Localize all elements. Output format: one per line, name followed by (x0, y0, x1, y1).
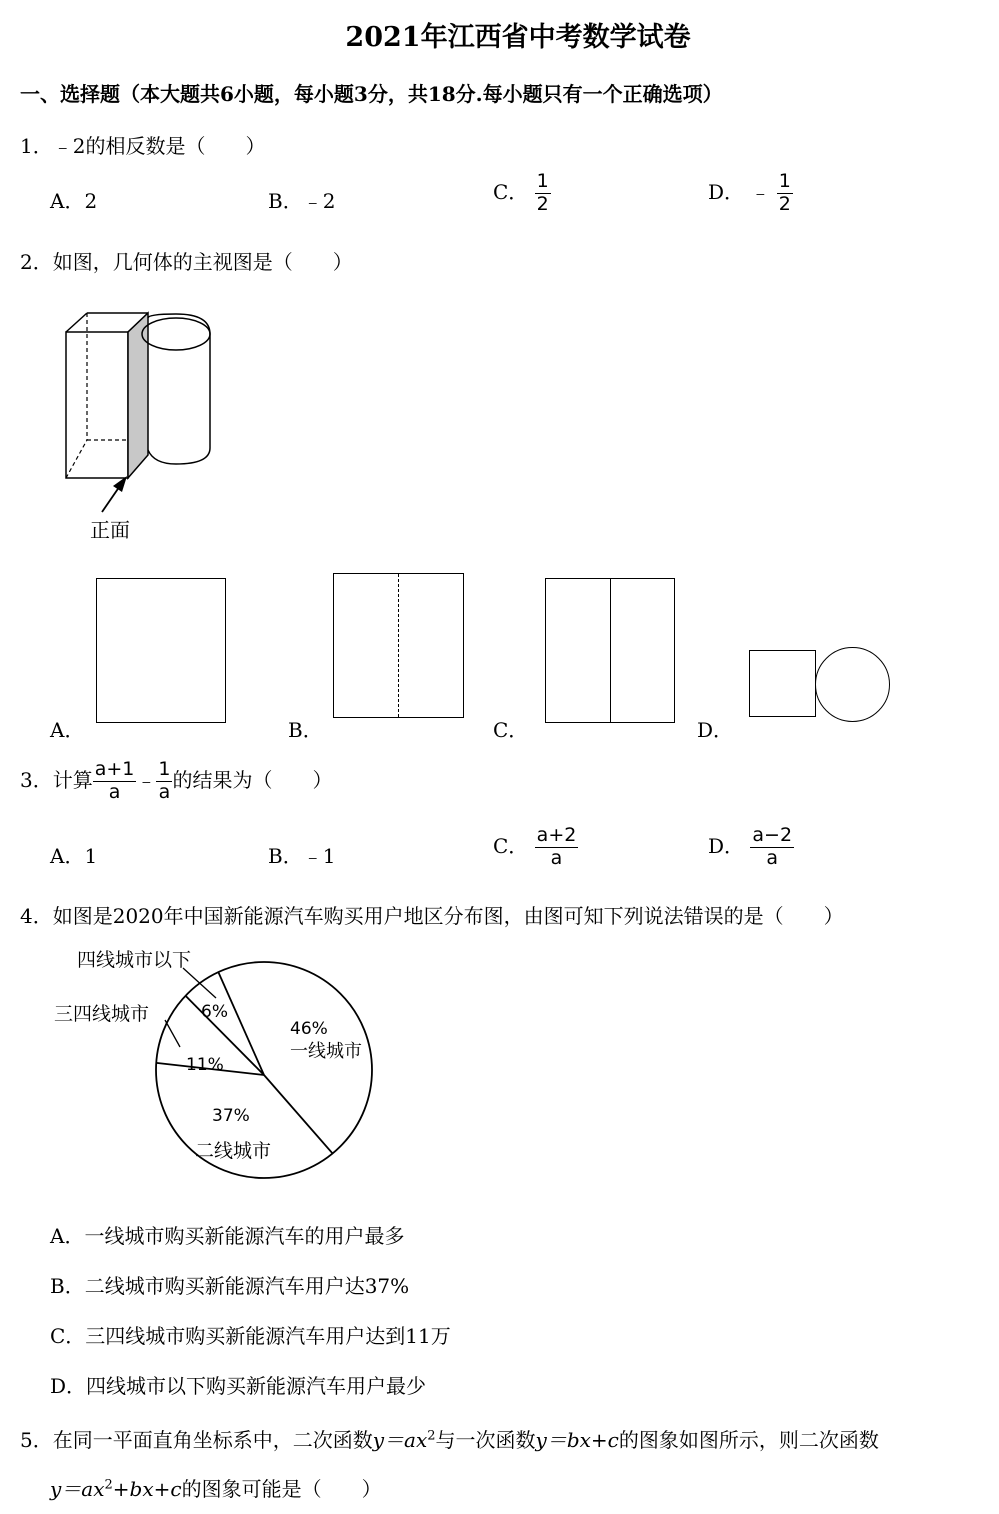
q5-text-b: 与一次函数 (435, 1428, 536, 1452)
q1-c-prefix: C． (493, 179, 529, 204)
q5-func-3-tail: +bx+c (112, 1477, 182, 1501)
q2-option-a-shape (96, 578, 226, 723)
q3-c-prefix: C． (493, 833, 529, 858)
q1-option-a[interactable]: A．2 (50, 189, 98, 213)
q3-stem-suffix: 的结果为（ ） (172, 767, 333, 792)
q1-d-sign: ﹣ (750, 179, 771, 204)
q2-option-d-circle (815, 647, 890, 722)
q1-d-num: 1 (778, 170, 791, 192)
question-5-line-2 (50, 1473, 382, 1502)
q3-option-c[interactable] (493, 826, 578, 869)
q2-option-a[interactable]: A． (50, 718, 85, 742)
slice-label-second: 二线城市 (195, 1140, 272, 1162)
slice-label-first: 一线城市 (290, 1041, 362, 1062)
q5-sup-1: 2 (427, 1428, 436, 1444)
q3-f1-den: a (108, 780, 121, 803)
slice-label-fourth: 四线城市以下 (77, 949, 192, 971)
solid-divider (610, 579, 611, 722)
q2-option-c-shape (545, 578, 675, 723)
q3-option-b[interactable]: B．﹣1 (268, 844, 336, 868)
q1-option-c[interactable] (493, 172, 551, 215)
question-5-line-1 (20, 1424, 879, 1453)
q5-func-3: y＝ax (50, 1477, 105, 1501)
pie-chart (40, 935, 380, 1205)
q4-option-b[interactable]: B．二线城市购买新能源汽车用户达37% (50, 1274, 410, 1298)
cuboid-edge (66, 313, 87, 332)
q3-minus: ﹣ (136, 767, 157, 792)
section-heading: 一、选择题（本大题共6小题，每小题3分，共18分.每小题只有一个正确选项） (20, 82, 723, 106)
question-3-stem (20, 760, 332, 803)
q1-c-den: 2 (536, 192, 549, 215)
q5-func-1: y＝ax (372, 1428, 428, 1452)
q1-c-fraction (535, 172, 551, 215)
q3-stem-prefix: 3．计算 (20, 767, 93, 792)
q2-option-b-shape (333, 573, 464, 718)
q1-option-d[interactable] (708, 172, 793, 215)
q3-d-den: a (766, 846, 779, 869)
cuboid-shaded-face (128, 313, 148, 478)
q2-option-d-square (749, 650, 816, 717)
q3-d-fraction (750, 826, 794, 869)
question-1-stem: 1．﹣2的相反数是（ ） (20, 134, 266, 158)
slice-pct-second: 37% (212, 1106, 250, 1126)
page-title: 2021年江西省中考数学试卷 (345, 22, 691, 53)
q3-c-fraction (535, 826, 579, 869)
q3-f2-num: 1 (158, 758, 171, 780)
cuboid-front-face (66, 332, 128, 478)
q3-f1-num: a+1 (94, 758, 135, 780)
q3-d-num: a−2 (752, 824, 793, 846)
q3-c-den: a (550, 846, 563, 869)
q2-option-b[interactable]: B． (288, 718, 323, 742)
cuboid-hidden-edge (66, 440, 87, 478)
cylinder-bottom (148, 448, 210, 464)
q3-d-prefix: D． (708, 833, 745, 858)
q4-option-d[interactable]: D．四线城市以下购买新能源汽车用户最少 (50, 1374, 427, 1398)
q2-option-c[interactable]: C． (493, 718, 529, 742)
q4-option-c[interactable]: C．三四线城市购买新能源汽车用户达到11万 (50, 1324, 451, 1348)
slice-pct-first: 46% (290, 1019, 328, 1039)
q2-option-d[interactable]: D． (697, 718, 734, 742)
q5-text-c: 的图象如图所示，则二次函数 (618, 1428, 879, 1452)
q5-text-d: 的图象可能是（ ） (181, 1477, 382, 1501)
q1-d-den: 2 (778, 192, 791, 215)
solid-figure (50, 300, 230, 550)
dashed-divider (398, 574, 399, 717)
q3-fraction-2 (156, 760, 172, 803)
question-2-stem: 2．如图，几何体的主视图是（ ） (20, 250, 353, 274)
cylinder-top (148, 314, 210, 334)
q4-option-a[interactable]: A．一线城市购买新能源汽车的用户最多 (50, 1224, 405, 1248)
q3-c-num: a+2 (536, 824, 577, 846)
question-4-stem: 4．如图是2020年中国新能源汽车购买用户地区分布图，由图可知下列说法错误的是（ ） (20, 904, 844, 928)
q1-d-fraction (777, 172, 793, 215)
q3-f2-den: a (158, 780, 171, 803)
q5-sup-2: 2 (104, 1477, 113, 1493)
slice-pct-fourth: 6% (201, 1002, 228, 1022)
q1-d-prefix: D． (708, 179, 745, 204)
cylinder-top-ellipse (142, 318, 210, 350)
q5-func-2: y＝bx+c (535, 1428, 619, 1452)
q3-option-a[interactable]: A．1 (50, 844, 98, 868)
slice-label-third: 三四线城市 (54, 1003, 150, 1025)
q3-fraction-1 (93, 760, 137, 803)
q5-text-a: 5．在同一平面直角坐标系中，二次函数 (20, 1428, 373, 1452)
q1-option-b[interactable]: B．﹣2 (268, 189, 336, 213)
q1-c-num: 1 (536, 170, 549, 192)
q3-option-d[interactable] (708, 826, 794, 869)
slice-pct-third: 11% (186, 1055, 224, 1075)
front-label: 正面 (90, 518, 130, 542)
